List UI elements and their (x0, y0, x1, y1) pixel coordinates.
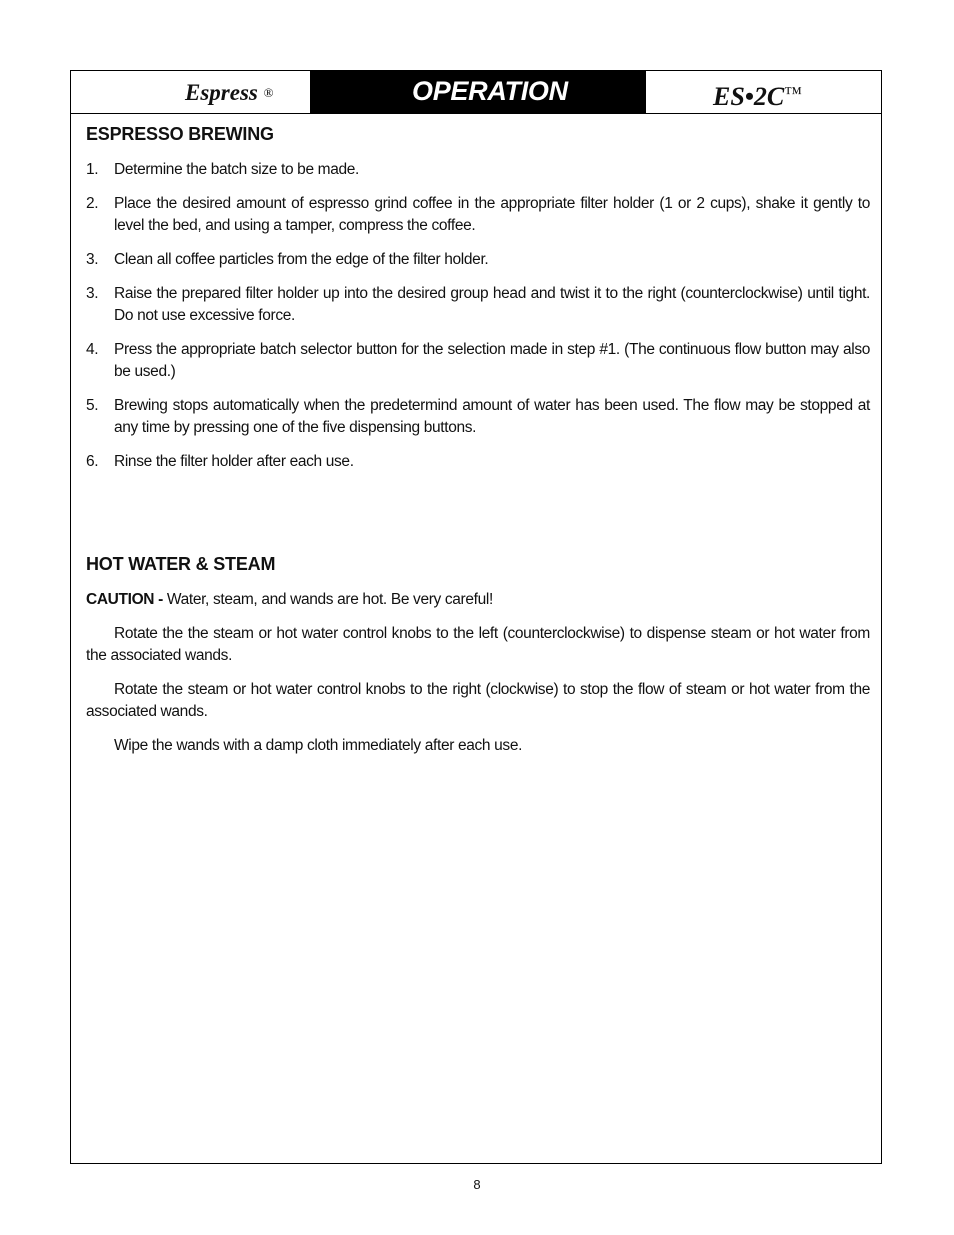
step-item (86, 395, 870, 439)
step-number: 3. (86, 251, 99, 268)
brand-text: Espress (185, 80, 258, 105)
page-number: 8 (473, 1177, 481, 1192)
caution-label: CAUTION - (86, 591, 163, 608)
step-item (86, 159, 870, 181)
instruction-paragraph: Wipe the wands with a damp cloth immediately after each use. (114, 737, 523, 754)
step-item (86, 249, 870, 271)
step-text: Press the appropriate batch selector button for the selection made in step #1. (The continuous flow button may also be used.) (114, 341, 870, 380)
caution-note (86, 589, 870, 611)
step-number: 4. (86, 341, 99, 358)
step-text: Brewing stops automatically when the predetermind amount of water has been used. The flow may be stopped at any time by pressing one of the five dispensing buttons. (114, 397, 870, 436)
brand-name (185, 80, 274, 106)
instruction-paragraph: Rotate the steam or hot water control knobs to the right (clockwise) to stop the flow of steam or hot water from the associated wands. (86, 681, 870, 720)
page-frame (70, 70, 882, 1164)
instruction-paragraph: Rotate the the steam or hot water control knobs to the left (counterclockwise) to dispense steam or hot water from the associated wands. (86, 625, 870, 664)
page-header (71, 71, 881, 114)
section-title: OPERATION (412, 76, 568, 106)
trademark-mark: ™ (784, 83, 802, 103)
step-text: Determine the batch size to be made. (114, 161, 360, 178)
step-number: 5. (86, 397, 99, 414)
step-item (86, 193, 870, 237)
step-item (86, 339, 870, 383)
registered-mark: ® (263, 85, 274, 100)
espresso-steps-list (86, 159, 870, 473)
page-content (86, 123, 870, 769)
hot-water-steam-heading: HOT WATER & STEAM (86, 554, 276, 574)
header-brand-cell (71, 71, 310, 113)
step-text: Raise the prepared filter holder up into the desired group head and twist it to the right (counterclockwise) until tight. Do not use excessive force. (114, 285, 870, 324)
espresso-brewing-heading: ESPRESSO BREWING (86, 124, 274, 144)
model-name (713, 79, 802, 111)
step-text: Rinse the filter holder after each use. (114, 453, 354, 470)
step-number: 1. (86, 161, 99, 178)
step-number: 6. (86, 453, 99, 470)
header-section-cell (310, 71, 646, 113)
step-item (86, 283, 870, 327)
step-number: 3. (86, 285, 99, 302)
caution-text: Water, steam, and wands are hot. Be very careful! (162, 591, 493, 608)
step-text: Clean all coffee particles from the edge of the filter holder. (114, 251, 489, 268)
model-text: ES•2C (713, 82, 785, 111)
step-text: Place the desired amount of espresso grind coffee in the appropriate filter holder (1 or 2 cups), shake it gently to level the bed, and using a tamper, compress the coffee. (114, 195, 870, 234)
step-number: 2. (86, 195, 99, 212)
header-model-cell (646, 71, 882, 113)
step-item (86, 451, 870, 473)
